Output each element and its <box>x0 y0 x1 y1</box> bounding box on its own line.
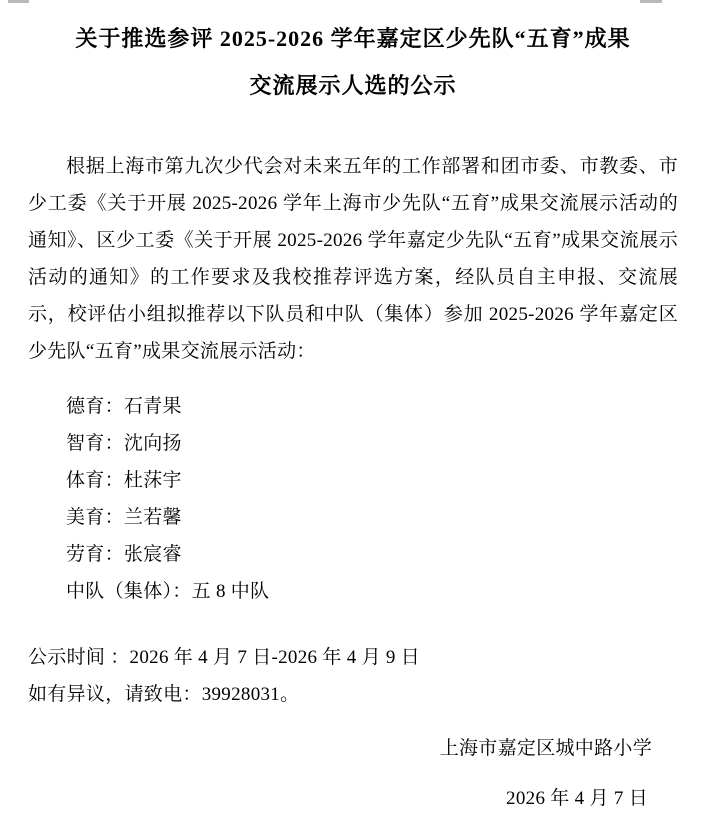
body-paragraph: 根据上海市第九次少代会对未来五年的工作部署和团市委、市教委、市少工委《关于开展 2025-2026 学年上海市少先队“五育”成果交流展示活动的通知》、区少工委《关于开展 2025-2026 学年嘉定少先队“五育”成果交流展示活动的通知》的工作要求及我校推荐评选方案，经队员自主申报、交流展示，校评估小组拟推荐以下队员和中队（集体）参加 2025-2026 学年嘉定区少先队“五育”成果交流展示活动： <box>28 156 678 362</box>
announcement-document <box>28 10 678 817</box>
selection-item-moral: 德育：石青果 <box>66 396 182 417</box>
selection-item-labor: 劳育：张宸睿 <box>66 544 182 565</box>
document-title-line1: 关于推选参评 2025-2026 学年嘉定区少先队“五育”成果 <box>75 26 631 51</box>
selection-list <box>28 388 678 610</box>
school-signature: 上海市嘉定区城中路小学 <box>439 738 652 759</box>
selection-item-intellect: 智育：沈向扬 <box>66 433 182 454</box>
selection-item-collective: 中队（集体）：五 8 中队 <box>66 581 270 602</box>
notice-section <box>28 639 678 713</box>
document-title-line2: 交流展示人选的公示 <box>249 73 457 98</box>
publicity-period-line: 公示时间 ：2026 年 4 月 7 日-2026 年 4 月 9 日 <box>28 647 421 668</box>
window-edge-fragment-right <box>640 0 662 3</box>
signature-date: 2026 年 4 月 7 日 <box>506 788 648 809</box>
selection-item-physical: 体育：杜莯宇 <box>66 470 182 491</box>
window-edge-fragment-left <box>8 0 29 3</box>
contact-line: 如有异议，请致电：39928031。 <box>28 684 300 705</box>
document-title <box>28 10 678 109</box>
selection-item-aesthetic: 美育：兰若馨 <box>66 507 182 528</box>
